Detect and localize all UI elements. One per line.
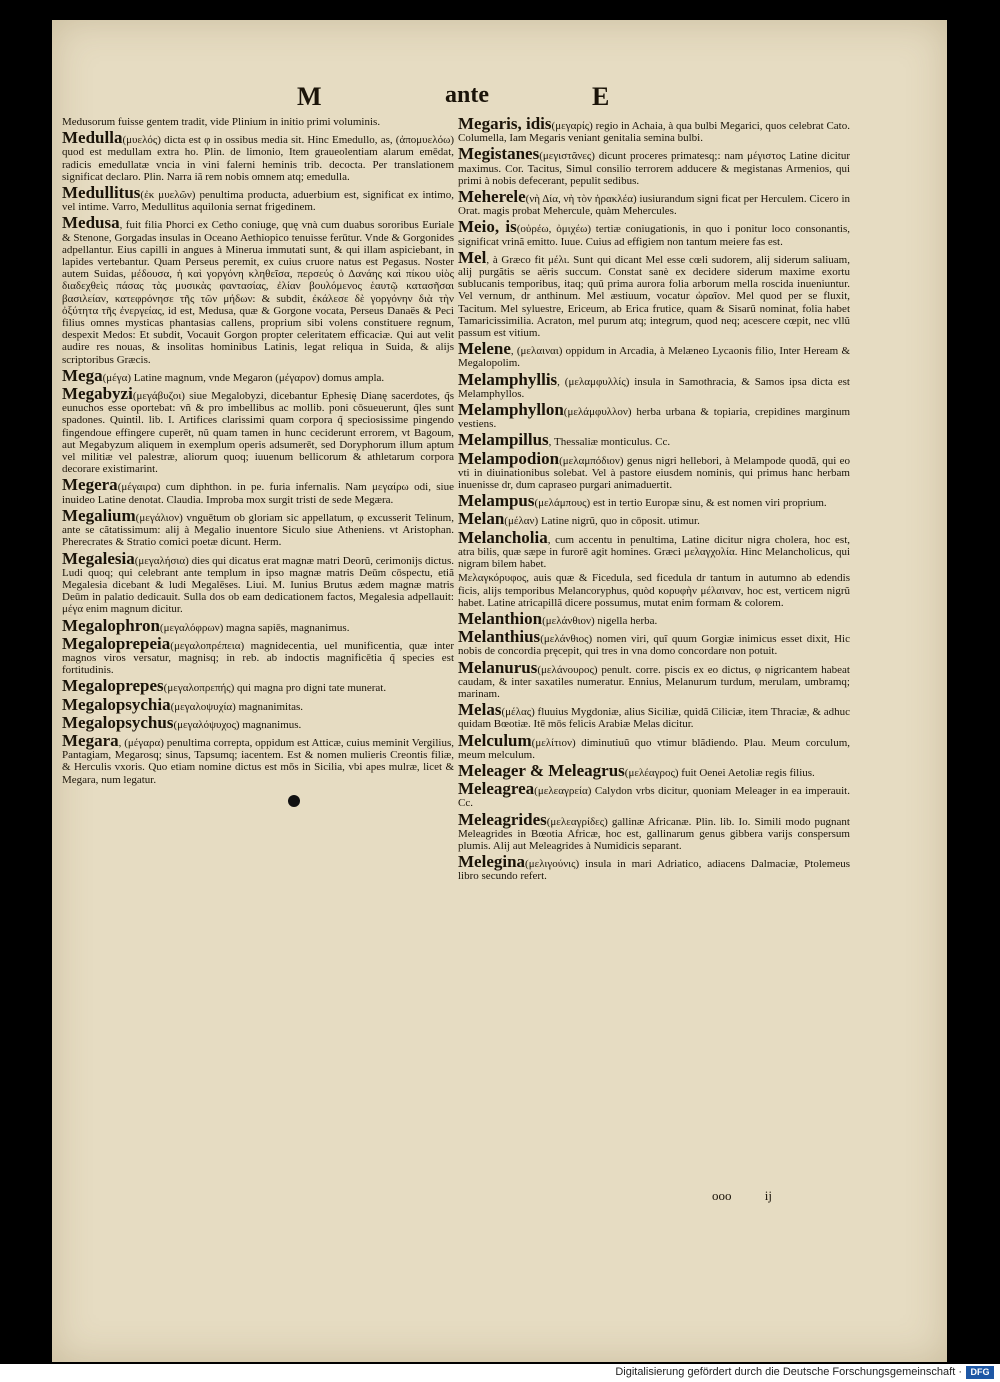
entry-definition: (μελίτιον) diminutiuũ quo vtimur blãdiendo. Plau. Meum corculum, meum melculum.: [458, 736, 850, 761]
dictionary-entry: [458, 730, 850, 761]
dictionary-entry: [458, 146, 850, 187]
page-footer: [712, 1188, 802, 1204]
dictionary-entry: [62, 185, 454, 213]
entry-definition: , à Græco fit μέλι. Sunt qui dicant Mel esse cœli sudorem, alij siderum saliuam, alij purgãtis se aëris succum. Constat sanè ex decidere siderum maxime exortu sublucanis temporibus, itaq; quũ prima aurora folia arborum mella roscida inueniuntur. Vel vernum, dr anthinum. Mel æstiuum, vocatur ὡραῖον. Mel quod per se fluxit, Tacitum. Mel syluestre, Ericeum, ab Erica frutice, quam & Sisarũ nominat, folia habet Tamaricissimilia. Acraton, mel purum atq; integrum, quod neq; acescere cœpit, nec vllũ passum est vitium.: [458, 253, 850, 340]
entry-definition: (μελάνουρος) penult. corre. piscis ex eo dictus, φ nigricantem habeat caudam, & inter saxatiles numeratur. Ennius, Melanurum turdum, merulam, umbramq; marinam.: [458, 663, 850, 700]
entry-definition: (ἐκ μυελῶν) penultima producta, aduerbium est, significat ex intimo, vel intime. Varro, Medullitus aquilonia sernat frigedinem.: [62, 189, 454, 214]
dictionary-entry: [458, 189, 850, 217]
entry-lemma: Melegina: [458, 852, 526, 872]
dictionary-entry: [458, 511, 850, 527]
entry-lemma: Megalesia: [62, 548, 135, 568]
entry-definition: (μέλαν) Latine nigrũ, quo in cōposit. utimur.: [504, 515, 700, 528]
dictionary-entry: [458, 781, 850, 809]
dictionary-entry: [458, 369, 850, 400]
entry-definition: , (μελαιναι) oppidum in Arcadia, à Melæneo Lycaonis filio, Inter Heream & Megalopolim.: [458, 345, 850, 370]
entry-definition: (μεγιστᾶνες) dicunt proceres primatesq;: nam μέγιστος Latine dicitur maximus. Cor. Tacitus, Simul consilio terrorem adducere & megistanas Armenios, qui primi à nobis defecerant, pepulit sedibus.: [458, 150, 850, 187]
header-center: ante: [445, 82, 489, 108]
entry-lemma: Megalopsychia: [62, 694, 171, 714]
dictionary-entry: [458, 493, 850, 509]
entry-definition: (μελεαγρίδες) gallinæ Africanæ. Plin. lib. Io. Simili modo pugnant Meleagrides in Bœotia Africæ, hoc est, gallinarum genus gibbera varijs conspersum plumis. Alij aut Meleagrides à Numidicis separant.: [458, 815, 850, 852]
dictionary-entry: [62, 505, 454, 549]
entry-definition: (μελάνθιος) nomen viri, quĩ quum Gorgiæ inimicus esset dixit, Hic nobis de concordia pręcepit, qui tres in vna domo concordare non potuit.: [458, 633, 850, 658]
entry-lemma: Megalopsychus: [62, 712, 174, 732]
entry-definition: (μελάνθιον) nigella herba.: [542, 614, 658, 627]
entry-lemma: Melan: [458, 509, 505, 529]
funding-credit: Digitalisierung gefördert durch die Deutsche Forschungsgemeinschaft ·: [615, 1366, 962, 1378]
dictionary-entry: [458, 702, 850, 730]
entry-lemma: Meherele: [458, 187, 526, 207]
entry-lemma: Megara: [62, 730, 119, 750]
entry-lemma: Melampodion: [458, 448, 560, 468]
entry-lemma: Melas: [458, 700, 502, 720]
ink-blot: [288, 795, 300, 807]
header-right: E: [592, 82, 610, 111]
dictionary-entry: [62, 365, 454, 385]
dictionary-entry: [62, 712, 454, 732]
entry-definition: , Thessaliæ monticulus. Cc.: [548, 436, 671, 449]
dictionary-entry: [62, 694, 454, 714]
entry-lemma: Melampus: [458, 491, 535, 511]
entry-lemma: Meleager & Meleagrus: [458, 760, 625, 780]
entry-lemma: Megalophron: [62, 615, 160, 635]
book-page: [52, 20, 947, 1362]
entry-definition: (μεγαλήσια) dies qui dicatus erat magnæ matri Deorũ, cerimonijs dictus. Ludi quoq; qui celebrant ante templum in ipso magnæ matris Deūm cōspectu, etiã Megalesia dicebant & ludi Megalēses. Liui. M. Iunius Brutus ædem magnæ matris Deūm in palatio dedicauit. Sulla dos ob eam dedicationem factos, Megalesia adpellauit: μέγα enim magnum dicitur.: [62, 554, 454, 616]
entry-definition: (μεγαλοπρεπής) qui magna pro digni tate munerat.: [163, 682, 387, 695]
entry-lemma: Mel: [458, 247, 487, 267]
dictionary-entry: [458, 760, 850, 780]
entry-definition: (μελάμπους) est in tertio Europæ sinu, & est nomen viri proprium.: [534, 497, 827, 510]
entry-definition: , (μέγαρα) penultima correpta, oppidum est Atticæ, cuius meminit Vergilius, Pantagiam, Megarosq; sinus, Tapsumq; iacentem. Est & nomen mulieris Creontis filiæ, & Herculis vxoris. Quo etiam nomine dictus est mōs in Sicilia, vbi apes mulræ, licet & Megara, num legatur.: [62, 736, 454, 786]
running-header: [52, 82, 947, 112]
dictionary-entry: [458, 448, 850, 492]
entry-lemma: Melamphyllis: [458, 369, 558, 389]
dictionary-entry: [62, 548, 454, 616]
entry-definition: (μελάμφυλλον) herba urbana & topiaria, crepidines marginum vestiens.: [458, 406, 850, 431]
entry-lemma: Medusa: [62, 213, 120, 233]
entry-definition: , cum accentu in penultima, Latine dicitur nigra cholera, hoc est, atra bilis, quæ sæpe in furorē agit homines. Græci μελαγχολία. Hinc Melancholicus, qui nigram bilem habet.: [458, 533, 850, 571]
entry-definition: (μελεαγρεία) Calydon vrbs dicitur, quoniam Meleager in ea imperauit. Cc.: [458, 785, 850, 810]
entry-definition: (μέγα) Latine magnum, vnde Megaron (μέγαρον) domus ampla.: [102, 371, 385, 384]
dictionary-entry: [458, 657, 850, 701]
entry-lemma: Meleagrea: [458, 779, 535, 799]
entry-lemma: Mega: [62, 365, 103, 385]
dictionary-entry: [458, 629, 850, 657]
entry-lemma: Melamphyllon: [458, 400, 564, 420]
entry-lemma: Megalium: [62, 505, 136, 525]
dictionary-entry: [458, 247, 850, 340]
dictionary-entry: [458, 854, 850, 882]
header-left: M: [297, 82, 322, 111]
entry-definition: (μυελός) dicta est φ in ossibus media sit. Hinc Emedullo, as, (ἀπομυελόω) quod est medullam extra ho. Plin. de limonio, Item graueolentiam alarum emēdat, radicis emedullatæ vncia in vini falerni heminis trib. decocta. Per translationem significat declaro. Plin. Narra iã rem nobis omnem atq; emedulla.: [62, 134, 454, 183]
dictionary-entry: [62, 678, 454, 694]
entry-lemma: Melampillus: [458, 430, 549, 450]
dictionary-entry: [62, 633, 454, 677]
dictionary-entry: [62, 615, 454, 635]
entry-definition: Medusorum fuisse gentem tradit, vide Plinium in initio primi voluminis.: [62, 116, 381, 128]
scan-credit-bar: [0, 1364, 1000, 1382]
entry-definition: Μελαγκόρυφος, auis quæ & Ficedula, sed ficedula dr tantum in autumno ab edendis ficis, alijs temporibus Melancoryphus, quòd κορυφὴν μέλαιναν, hoc est, verticem nigrũ habet. Latine atricapillã dicere possumus, mutat enim formam & colorem.: [458, 572, 850, 609]
entry-lemma: Melancholia: [458, 527, 548, 547]
entry-definition: (μεγαρίς) regio in Achaia, à qua bulbi Megarici, quos celebrat Cato. Columella, Iam Megaris veniant genitalia semina bulbi.: [458, 120, 850, 145]
entry-lemma: Megaloprepes: [62, 676, 164, 696]
dictionary-entry: [458, 809, 850, 853]
entry-definition: (μεγαλόφρων) magna sapiēs, magnanimus.: [159, 621, 350, 634]
dictionary-entry: [62, 477, 454, 505]
entry-lemma: Melene: [458, 339, 511, 359]
entry-definition: (μεγαλοψυχία) magnanimitas.: [170, 700, 304, 713]
entry-definition: , fuit filia Phorci ex Cetho coniuge, quę vnà cum duabus sororibus Euriale & Stenone, Gorgadas insulas in Oceano Aethiopico tenuisse ferūtur. Vnde & Gorgonides adpellantur. Eius capilli in angues à Minerua immutati sunt, & qui illam aspiciebant, in lapides vertebantur. Quam Perseus peremit, ex cuius cruore natus est Pegasus. Noster autem Suidas, μέδουσα, ἡ καὶ γοργόνη κληθεῖσα, περσεύς ὁ Δανάης καὶ πίκου υἱὸς διαδεχθεὶς πάσας τὰς μυσικὰς φαντασίας, ἐλίαν βουλόμενος ἑαυτῷ κατασῆσαι βασιλείαν, κατεφρόνησε τῆς τῶν μήδων: & subdit, ἐκάλεσε δὲ γοργόνην διὰ τὴν ὀξύτητα τῆς ἐνεργείας, id est, Medusa, quæ & Gorgone vocata, Perseus Danaës & Peci filius omnes mysticas phantasias callens, proprium sibi volens constituere regnum, despexit Medos: Et subdit, Vocauit Gorgon propter celeritatem efficaciæ. Qui aut velit audire res nouas, & insolitas hominibus Latinis, legat reliqua in Suida, & alijs scriptoribus Græcis.: [62, 219, 454, 366]
dictionary-entry: [458, 572, 850, 609]
catchword: ij: [764, 1188, 772, 1203]
dictionary-entry: [458, 527, 850, 571]
entry-definition: (μελέαγρος) fuit Oenei Aetoliæ regis filius.: [624, 766, 815, 779]
entry-lemma: Megaris, idis: [458, 116, 552, 133]
entry-definition: (μέλας) fluuius Mygdoniæ, alius Siciliæ, quidã Ciliciæ, item Thraciæ, & adhuc quidam Bœotiæ. Itē mōs felicis Arabiæ Melas dicitur.: [458, 706, 850, 731]
dictionary-entry: [458, 432, 850, 448]
entry-lemma: Medullitus: [62, 183, 141, 203]
dictionary-entry: [458, 341, 850, 369]
entry-definition: , (μελαμφυλλίς) insula in Samothracia, & Samos ipsa dicta est Melamphyllos.: [458, 375, 850, 400]
signature-mark: ooo: [712, 1188, 732, 1203]
dictionary-entry: [458, 608, 850, 628]
dictionary-entry: [62, 215, 454, 365]
entry-lemma: Medulla: [62, 128, 123, 148]
entry-lemma: Megera: [62, 475, 118, 495]
entry-definition: (μεγάλιον) vnguētum ob gloriam sic appellatum, φ excusserit Telinum, ante se cãtatissimum: alij à Megalio inuentore Siculo siue Atheniens. vt Aristophan. Pherecrates & Stratio comici poetæ dicunt. Herm.: [62, 511, 454, 549]
entry-lemma: Melculum: [458, 730, 532, 750]
dictionary-entry: [458, 116, 850, 144]
entry-lemma: Meleagrides: [458, 809, 547, 829]
entry-lemma: Megaloprepeia: [62, 633, 171, 653]
dfg-logo: DFG: [966, 1366, 994, 1379]
dictionary-entry: [62, 386, 454, 475]
dictionary-entry: [62, 730, 454, 786]
entry-lemma: Melanthius: [458, 627, 541, 647]
dictionary-entry: [62, 116, 454, 128]
dictionary-entry: [62, 130, 454, 183]
dictionary-entry: [458, 219, 850, 247]
entry-definition: (νὴ Δία, νὴ τὸν ἡρακλέα) iusiurandum signi ficat per Herculem. Cicero in Orat. magis probat Mehercule, quàm Mehercules.: [458, 193, 850, 218]
entry-lemma: Melanurus: [458, 657, 538, 677]
dictionary-entry: [458, 402, 850, 430]
entry-definition: (μεγαλόψυχος) magnanimus.: [173, 718, 302, 731]
left-column: [62, 116, 454, 1236]
entry-definition: (μελιγούνις) insula in mari Adriatico, adiacens Dalmaciæ, Ptolemeus libro secundo refert.: [458, 858, 850, 883]
entry-definition: (οὐρέω, ὀμιχέω) tertiæ coniugationis, in quo i ponitur loco consonantis, significat vrinã emitto. Iuue. Cuius ad effigiem non tantum meiere fas est.: [458, 223, 850, 248]
entry-definition: (μεγαλοπρέπεια) magnidecentia, uel munificentia, quæ inter magnos viros versatur, magnisq; in reb. ab indoctis magnificētia q̃ species est fortitudinis.: [62, 639, 454, 677]
right-column: [458, 116, 850, 1236]
entry-lemma: Megabyzi: [62, 384, 133, 404]
entry-lemma: Meio, is: [458, 217, 517, 237]
entry-definition: (μέγαιρα) cum diphthon. in pe. furia infernalis. Nam μεγαίρω odi, siue inuideo Latine denotat. Claudia. Improba mox surgit tristi de sede Megæra.: [62, 481, 454, 506]
entry-lemma: Melanthion: [458, 608, 543, 628]
entry-definition: (μελαμπόδιον) genus nigri hellebori, à Melampode quodã, qui eo vti in diuinationibus solebat. Vel à pastore eiusdem nominis, qui primus hanc herbam inuenisse dr, dum capraseo purgari animaduertit.: [458, 454, 850, 492]
entry-lemma: Megistanes: [458, 144, 540, 164]
entry-definition: (μεγάβυζοι) siue Megalobyzi, dicebantur Ephesię Dianę sacerdotes, q̃s eunuchos esse oportebat: vñ & pro imbellibus ac mollib. poni cōsueuerunt, q̃les sunt spadones. Quintil. lib. I. Artifices clarissimi quam corpora q̃ speciosissime pingendo fingendoue effingere cuperēt, nũ quam tamen in hunc ceciderunt errorem, vt Bagoum, aut Megabyzum aliquem in exemplum operis adsumerēt, sed Doryphorum illum aptum vel militiæ vel palestræ, aliorum quoq; iuuenum bellicorum & athletarum corpora decorare existimarint.: [62, 390, 454, 476]
